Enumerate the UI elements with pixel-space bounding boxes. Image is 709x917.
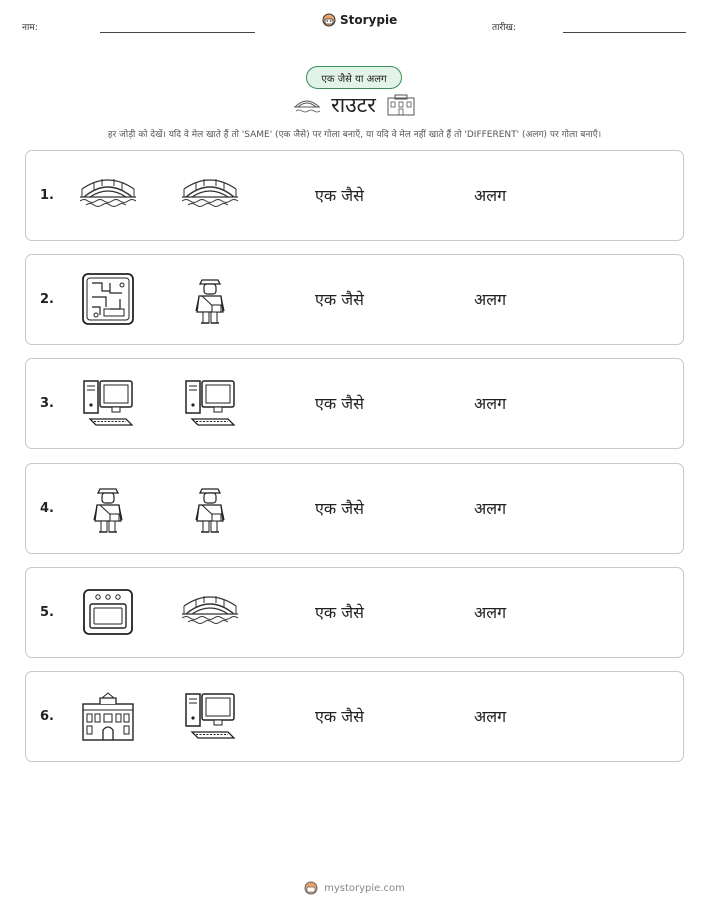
name-field[interactable]	[100, 32, 255, 33]
option-different[interactable]: अलग	[474, 290, 507, 309]
option-different[interactable]: अलग	[474, 186, 507, 205]
bridge-icon	[80, 167, 136, 223]
option-different[interactable]: अलग	[474, 603, 507, 622]
question-number: 6.	[40, 709, 54, 724]
option-same[interactable]: एक जैसे	[315, 707, 364, 726]
building-icon	[80, 688, 136, 744]
oven-icon	[80, 584, 136, 640]
storypie-mascot-icon	[322, 13, 336, 27]
question-row	[25, 463, 684, 554]
question-number: 1.	[40, 188, 54, 203]
question-row	[25, 567, 684, 658]
option-same[interactable]: एक जैसे	[315, 394, 364, 413]
date-label: तारीख:	[492, 23, 516, 33]
bridge-icon	[182, 584, 238, 640]
computer-icon	[182, 375, 238, 431]
computer-icon	[80, 375, 136, 431]
storypie-mascot-icon	[304, 881, 318, 895]
footer	[0, 881, 709, 895]
option-same[interactable]: एक जैसे	[315, 499, 364, 518]
question-number: 3.	[40, 396, 54, 411]
postman-icon	[182, 480, 238, 536]
name-label: नाम:	[22, 23, 38, 33]
title-row	[0, 91, 709, 119]
postman-icon	[80, 480, 136, 536]
circuit-board-icon	[80, 271, 136, 327]
footer-url: mystorypie.com	[324, 882, 405, 894]
question-row	[25, 150, 684, 241]
date-field[interactable]	[563, 32, 686, 33]
option-same[interactable]: एक जैसे	[315, 290, 364, 309]
question-row	[25, 671, 684, 762]
question-row	[25, 254, 684, 345]
option-same[interactable]: एक जैसे	[315, 603, 364, 622]
question-row	[25, 358, 684, 449]
option-different[interactable]: अलग	[474, 394, 507, 413]
option-different[interactable]: अलग	[474, 499, 507, 518]
worksheet-type-badge: एक जैसे या अलग	[306, 66, 402, 89]
question-number: 5.	[40, 605, 54, 620]
postman-icon	[182, 271, 238, 327]
brand-name: Storypie	[340, 13, 398, 27]
building-icon	[386, 93, 416, 117]
option-different[interactable]: अलग	[474, 707, 507, 726]
page-title: राउटर	[331, 93, 376, 117]
bridge-icon	[182, 167, 238, 223]
brand-logo	[322, 13, 397, 27]
bridge-icon	[293, 95, 321, 115]
question-number: 2.	[40, 292, 54, 307]
question-number: 4.	[40, 501, 54, 516]
computer-icon	[182, 688, 238, 744]
option-same[interactable]: एक जैसे	[315, 186, 364, 205]
instructions: हर जोड़ी को देखें। यदि वे मेल खाते हैं तो 'SAME' (एक जैसे) पर गोला बनाएँ, या यदि वे मेल नहीं खाते हैं तो 'DIFFERENT' (अलग) पर गोला बनाएँ।	[107, 130, 602, 140]
